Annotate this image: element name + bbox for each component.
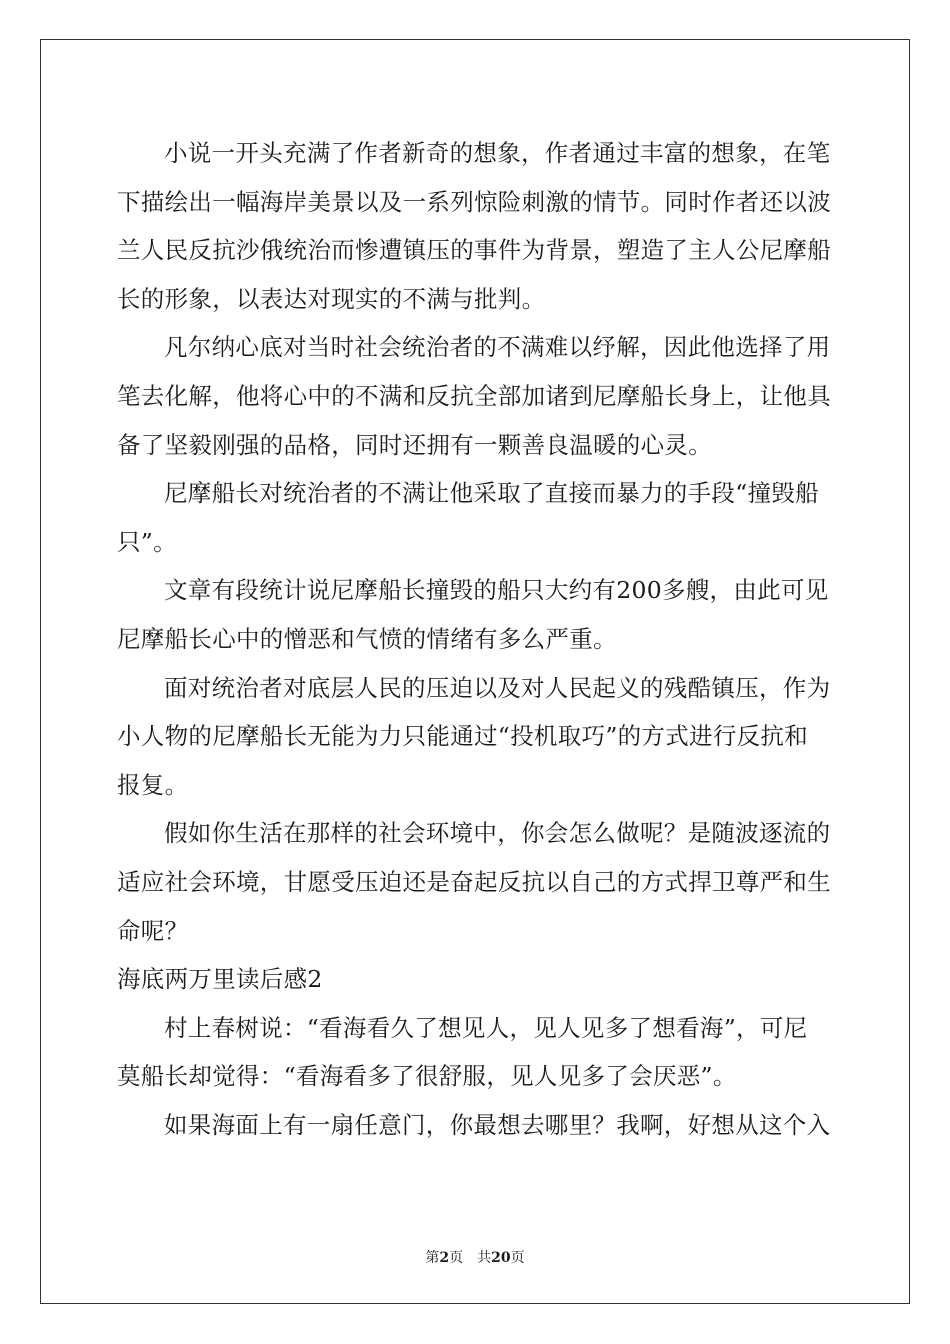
paragraph-4: 文章有段统计说尼摩船长撞毁的船只大约有200多艘，由此可见 尼摩船长心中的憎恶和气愤的情绪有多么严重。 xyxy=(117,576,829,653)
paragraph-5: 面对统治者对底层人民的压迫以及对人民起义的残酷镇压，作为 小人物的尼摩船长无能为力只能通过“投机取巧”的方式进行反抗和 报复。 xyxy=(117,673,831,799)
paragraph-1: 小说一开头充满了作者新奇的想象，作者通过丰富的想象，在笔 下描绘出一幅海岸美景以及一系列惊险刺激的情节。同时作者还以波 兰人民反抗沙俄统治而惨遭镇压的事件为背景，塑造了主人公尼摩船 长的形象，以表达对现实的不满与批判。 xyxy=(117,139,831,313)
page-footer xyxy=(0,1248,950,1268)
total-suffix: 页 xyxy=(510,1250,525,1266)
paragraph-3: 尼摩船长对统治者的不满让他采取了直接而暴力的手段“撞毁船 只”。 xyxy=(117,479,819,556)
paragraph-8: 如果海面上有一扇任意门，你最想去哪里？我啊，好想从这个入 xyxy=(164,1110,831,1139)
page-prefix: 第 xyxy=(425,1250,440,1266)
document-body xyxy=(117,129,833,1149)
paragraph-2: 凡尔纳心底对当时社会统治者的不满难以纾解，因此他选择了用 笔去化解，他将心中的不满和反抗全部加诸到尼摩船长身上，让他具 备了坚毅刚强的品格，同时还拥有一颗善良温暖的心灵。 xyxy=(117,333,831,459)
total-prefix: 共 xyxy=(477,1250,492,1266)
paragraph-6: 假如你生活在那样的社会环境中，你会怎么做呢？是随波逐流的 适应社会环境，甘愿受压迫还是奋起反抗以自己的方式捍卫尊严和生 命呢？ xyxy=(117,819,831,945)
paragraph-7: 村上春树说：“看海看久了想见人，见人见多了想看海”，可尼 莫船长却觉得：“看海看多了很舒服，见人见多了会厌恶”。 xyxy=(117,1013,808,1091)
section-heading: 海底两万里读后感2 xyxy=(117,965,323,994)
page-suffix: 页 xyxy=(449,1250,464,1266)
page-number: 2 xyxy=(439,1250,450,1266)
total-pages: 20 xyxy=(491,1250,511,1266)
